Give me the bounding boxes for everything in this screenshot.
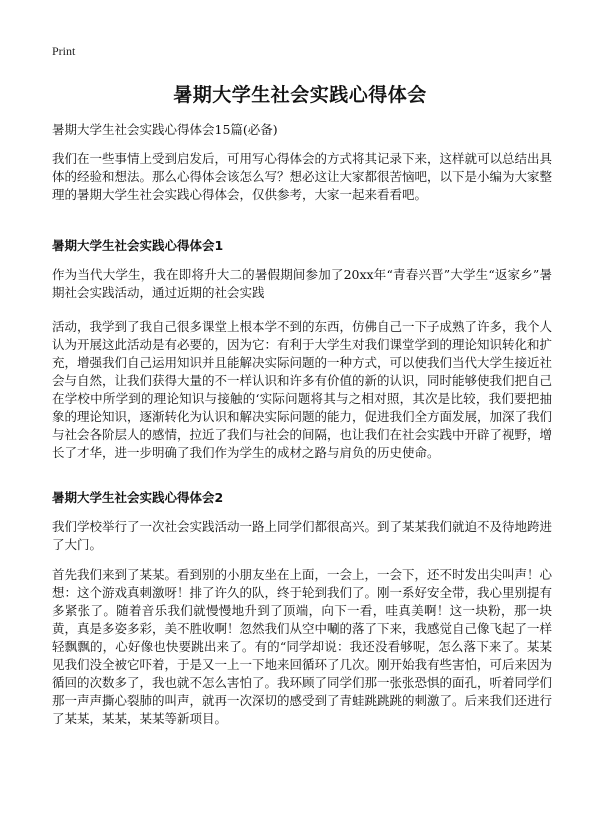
section-2-paragraph-1: 我们学校举行了一次社会实践活动一路上同学们都很高兴。到了某某我们就迫不及待地跨进了大门。 <box>52 519 553 552</box>
section-heading-2: 暑期大学生社会实践心得体会2 <box>52 490 224 505</box>
print-label: Print <box>52 44 76 58</box>
document-subtitle: 暑期大学生社会实践心得体会15篇(必备) <box>52 122 278 137</box>
page-title: 暑期大学生社会实践心得体会 <box>173 84 427 106</box>
section-2-paragraph-2: 首先我们来到了某某。看到别的小朋友坐在上面，一会上，一会下，还不时发出尖叫声！心想：这个游戏真刺激呀！排了许久的队，终于轮到我们了。刚一系好安全带，我心里别提有多紧张了。随着音乐我们就慢慢地升到了顶端，向下一看，哇真美啊！这一块粉，那一块黄，真是多姿多彩，美不胜收啊！忽然我们从空中唰的落了下来，我感觉自己像飞起了一样轻飘飘的，心好像也快要跳出来了。有的“同学却说：我还没看够呢，怎么落下来了。某某见我们没全被它吓着，于是又一上一下地来回循环了几次。刚开始我有些害怕，可后来因为循回的次数多了，我也就不怎么害怕了。我环顾了同学们那一张张恐惧的面孔，听着同学们那一声声撕心裂肺的叫声，就再一次深切的感受到了青蛙跳跳跳的刺激了。后来我们还进行了某某，某某，某某等新项目。 <box>52 567 553 726</box>
section-heading-1: 暑期大学生社会实践心得体会1 <box>52 238 224 253</box>
section-1-paragraph-2: 活动，我学到了我自己很多课堂上根本学不到的东西，仿佛自己一下子成熟了许多，我个人认为开展这此活动是有必要的，因为它：有利于大学生对我们课堂学到的理论知识转化和扩充，增强我们自己运用知识并且能解决实际问题的一种方式，可以使我们当代大学生接近社会与自然，让我们获得大量的不一样认识和许多有价值的新的认识，同时能够使我们把自己在学校中所学到的理论知识与接触的‘实际问题将其与之相对照，其次是比较，我们要把抽象的理论知识，逐渐转化为认识和解决实际问题的能力，促进我们全方面发展，加深了我们与社会各阶层人的感情，拉近了我们与社会的间隔，也让我们在社会实践中开辟了视野，增长了才华，进一步明确了我们作为学生的成材之路与肩负的历史使命。 <box>52 319 553 460</box>
section-1-paragraph-1: 作为当代大学生，我在即将升大二的暑假期间参加了20xx年“青春兴晋”大学生“返家乡”暑期社会实践活动，通过近期的社会实践 <box>52 267 552 300</box>
intro-paragraph: 我们在一些事情上受到启发后，可用写心得体会的方式将其记录下来，这样就可以总结出具体的经验和想法。那么心得体会该怎么写？想必这让大家都很苦恼吧，以下是小编为大家整理的暑期大学生社会实践心得体会，仅供参考，大家一起来看看吧。 <box>52 151 553 202</box>
